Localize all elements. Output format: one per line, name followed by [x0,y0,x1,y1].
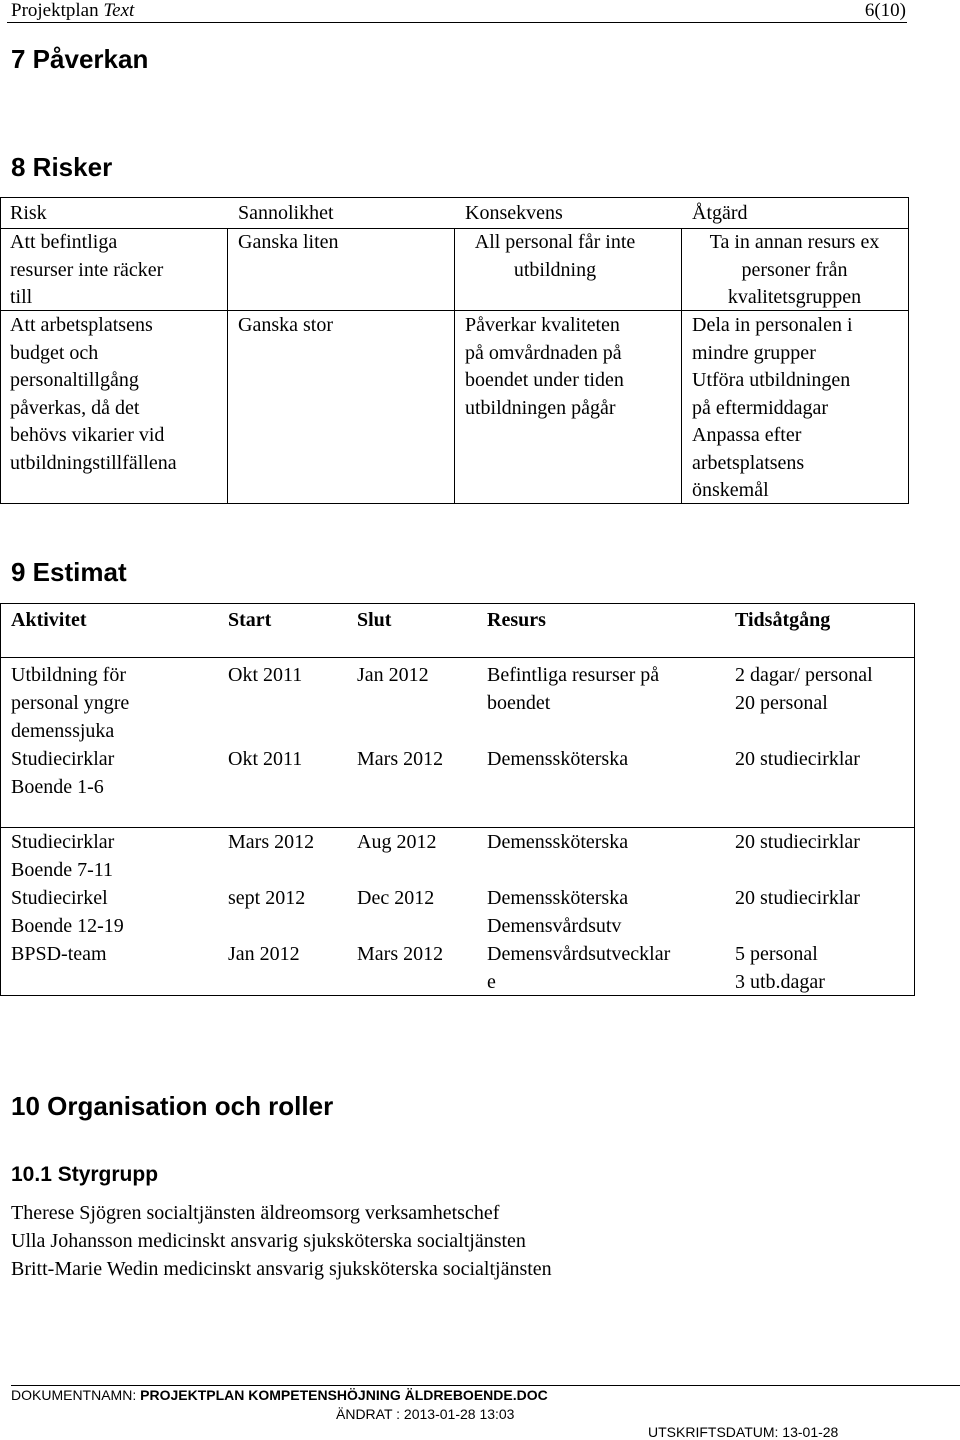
footer-printed: UTSKRIFTSDATUM: 13-01-28 [648,1424,839,1440]
section-heading-8: 8 Risker [11,152,113,182]
estimate-cell: 20 studiecirklar [735,831,860,853]
footer-docname-value: PROJEKTPLAN KOMPETENSHÖJNING ÄLDREBOENDE.DOC [140,1387,548,1403]
risk-cell: Dela in personalen i mindre grupper Utföra utbildningen på eftermiddagar Anpassa efter arbetsplatsens önskemål [692,314,853,501]
header-title-italic: Text [103,0,135,21]
styrgrupp-member: Therese Sjögren socialtjänsten äldreomsorg verksamhetschef [11,1202,500,1224]
estimate-cell: Befintliga resurser på boendet [487,664,660,714]
section-heading-9: 9 Estimat [11,557,127,587]
estimate-cell: Utbildning för personal yngre demenssjuka [11,664,130,742]
estimate-header-end: Slut [357,609,392,631]
risk-header-probability: Sannolikhet [238,202,334,224]
risk-cell: Att befintliga resurser inte räcker till [10,231,164,308]
estimate-cell: Jan 2012 [357,664,429,686]
risk-cell: Ganska liten [238,231,339,253]
estimate-cell: sept 2012 [228,887,306,909]
footer-changed: ÄNDRAT : 2013-01-28 13:03 [336,1406,515,1422]
risk-cell: Att arbetsplatsens budget och personaltillgång påverkas, då det behövs vikarier vid utbildningstillfällena [10,314,177,474]
estimate-header-time: Tidsåtgång [735,609,831,631]
estimate-cell: 2 dagar/ personal 20 personal [735,664,873,714]
estimate-cell: Studiecirklar Boende 7-11 [11,831,115,881]
page-number: 6(10) [864,0,906,21]
estimate-cell: Aug 2012 [357,831,437,853]
risk-cell: All personal får inte utbildning [474,231,636,281]
estimate-header-resource: Resurs [487,609,546,631]
estimate-cell: Okt 2011 [228,748,303,770]
footer-docname [11,1387,548,1403]
header-title-prefix: Projektplan [11,0,99,21]
footer-docname-label: DOKUMENTNAMN: [11,1387,141,1403]
risk-header-action: Åtgärd [692,202,748,224]
estimate-cell: Studiecirkel Boende 12-19 [11,887,124,937]
risk-header-consequence: Konsekvens [465,202,563,224]
footer-rule [11,1385,960,1386]
estimate-cell: Okt 2011 [228,664,303,686]
section-heading-10: 10 Organisation och roller [11,1091,334,1121]
estimate-header-start: Start [228,609,272,631]
estimate-cell: 20 studiecirklar [735,887,860,909]
estimate-cell: Mars 2012 [228,831,315,853]
estimate-cell: Jan 2012 [228,943,300,965]
styrgrupp-member: Britt-Marie Wedin medicinskt ansvarig sjuksköterska socialtjänsten [11,1258,552,1280]
risk-cell: Påverkar kvaliteten på omvårdnaden på boendet under tiden utbildningen pågår [465,314,624,419]
estimate-cell: Demenssköterska [487,831,629,853]
estimate-cell: Studiecirklar Boende 1-6 [11,748,115,798]
estimate-cell: Dec 2012 [357,887,435,909]
estimate-cell: 5 personal 3 utb.dagar [735,943,825,993]
risk-cell: Ganska stor [238,314,333,336]
estimate-cell: Mars 2012 [357,748,444,770]
styrgrupp-member: Ulla Johansson medicinskt ansvarig sjuksköterska socialtjänsten [11,1230,526,1252]
estimate-cell: Demenssköterskа Demensvårdsutv [487,887,629,937]
estimate-cell: Demensvårdsutvecklar e [487,943,671,993]
estimate-cell: Mars 2012 [357,943,444,965]
estimate-header-activity: Aktivitet [11,609,87,631]
estimate-cell: Demenssköterska [487,748,629,770]
section-heading-10-1: 10.1 Styrgrupp [11,1163,159,1186]
estimate-cell: BPSD-team [11,943,107,965]
risk-header-risk: Risk [10,202,47,224]
estimate-cell: 20 studiecirklar [735,748,860,770]
risk-cell: Ta in annan resurs ex personer från kvalitetsgruppen [709,231,880,308]
section-heading-7: 7 Påverkan [11,44,149,74]
